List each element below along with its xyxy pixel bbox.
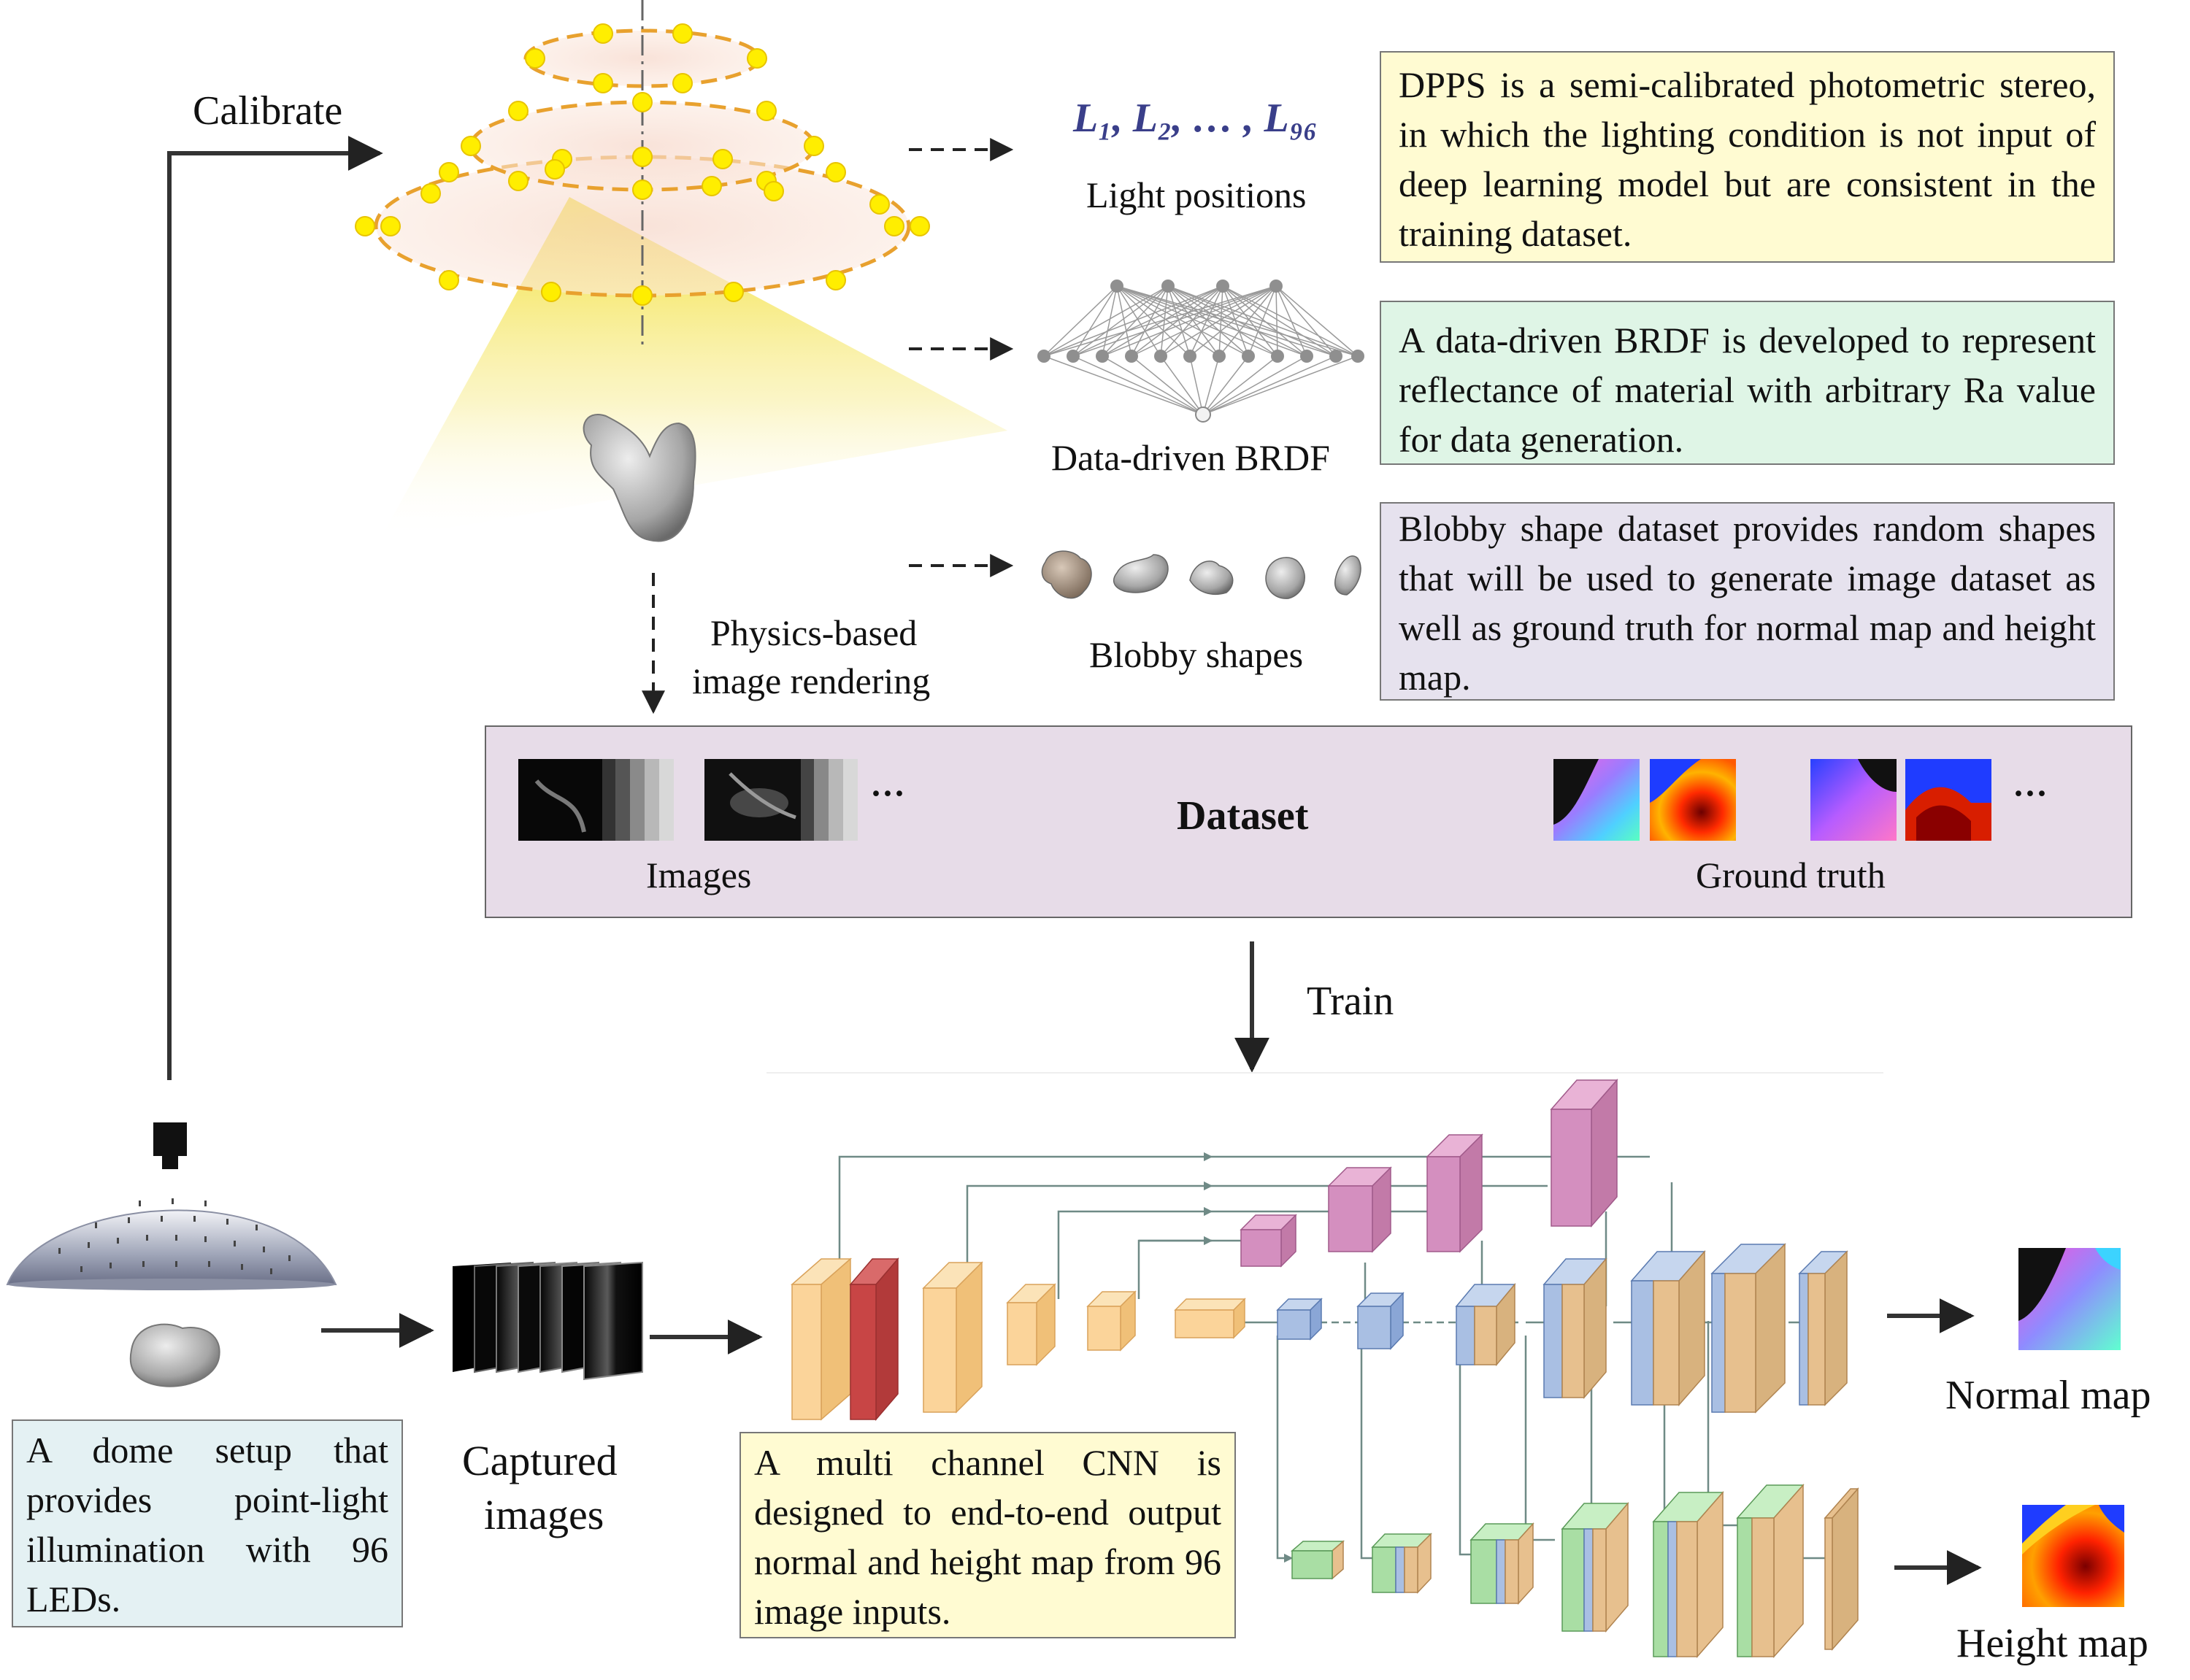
train-label: Train xyxy=(1307,979,1394,1024)
cnn-height-decoder-blocks xyxy=(1292,1485,1858,1657)
dataset-title: Dataset xyxy=(1177,793,1309,839)
note-blobby-text: Blobby shape dataset provides random shapes that will be used to generate image dataset as well as ground truth for normal map and height map. xyxy=(1399,508,2096,698)
physics-rendering-label-1: Physics-based xyxy=(710,612,918,653)
normal-map-label: Normal map xyxy=(1945,1373,2151,1418)
calibrate-arrow xyxy=(169,153,380,1080)
captured-label-1: Captured xyxy=(462,1437,618,1484)
captured-label-2: images xyxy=(484,1491,604,1538)
calibrate-label: Calibrate xyxy=(193,88,343,134)
note-cnn-text: A multi channel CNN is designed to end-to-end output normal and height map from 96 image inputs. xyxy=(754,1442,1221,1632)
dataset-image-stack-1 xyxy=(518,759,674,841)
ground-truth-normal-2 xyxy=(1810,759,1897,841)
light-equation: L₁, L₂, … , L₉₆ xyxy=(1073,96,1318,141)
cnn-pink-blocks xyxy=(1241,1080,1617,1266)
cnn-encoder-blocks xyxy=(792,1259,1245,1419)
brdf-network-icon xyxy=(1037,280,1364,422)
dome-sample-blob xyxy=(131,1325,220,1387)
note-cnn xyxy=(739,1432,1236,1638)
note-brdf-text: A data-driven BRDF is developed to represent reflectance of material with arbitrary Ra value for data generation. xyxy=(1399,320,2096,460)
physics-rendering-label-2: image rendering xyxy=(692,660,931,701)
blobby-label: Blobby shapes xyxy=(1089,634,1304,675)
dataset-image-stack-2 xyxy=(704,759,858,841)
note-brdf xyxy=(1380,301,2115,465)
note-dome-text: A dome setup that provides point-light illumination with 96 LEDs. xyxy=(26,1430,388,1619)
ground-truth-normal-1 xyxy=(1553,759,1640,841)
note-blobby xyxy=(1380,502,2115,701)
normal-map-output xyxy=(2018,1248,2121,1350)
cnn-normal-decoder-blocks xyxy=(1278,1244,1847,1412)
dome-setup xyxy=(7,1122,336,1387)
dataset-images-label: Images xyxy=(646,855,752,895)
light-rig xyxy=(356,0,1007,542)
dataset-ground-truth-ellipsis: ··· xyxy=(2013,774,2048,813)
blobby-shapes-icons xyxy=(1042,551,1361,598)
note-dpps-text: DPPS is a semi-calibrated photometric stereo, in which the lighting condition is not input of deep learning model but are consistent in the training dataset. xyxy=(1399,64,2096,254)
ground-truth-height-1 xyxy=(1650,759,1736,841)
light-positions-label: Light positions xyxy=(1086,174,1307,215)
brdf-label: Data-driven BRDF xyxy=(1051,437,1330,478)
captured-images-stack xyxy=(453,1263,642,1379)
note-dpps xyxy=(1380,51,2115,263)
dataset-ground-truth-label: Ground truth xyxy=(1696,855,1886,895)
note-dome xyxy=(12,1419,403,1627)
ground-truth-height-2 xyxy=(1905,759,1991,841)
dataset-images-ellipsis: ··· xyxy=(870,774,906,813)
height-map-label: Height map xyxy=(1956,1621,2148,1666)
height-map-output xyxy=(2022,1505,2124,1607)
